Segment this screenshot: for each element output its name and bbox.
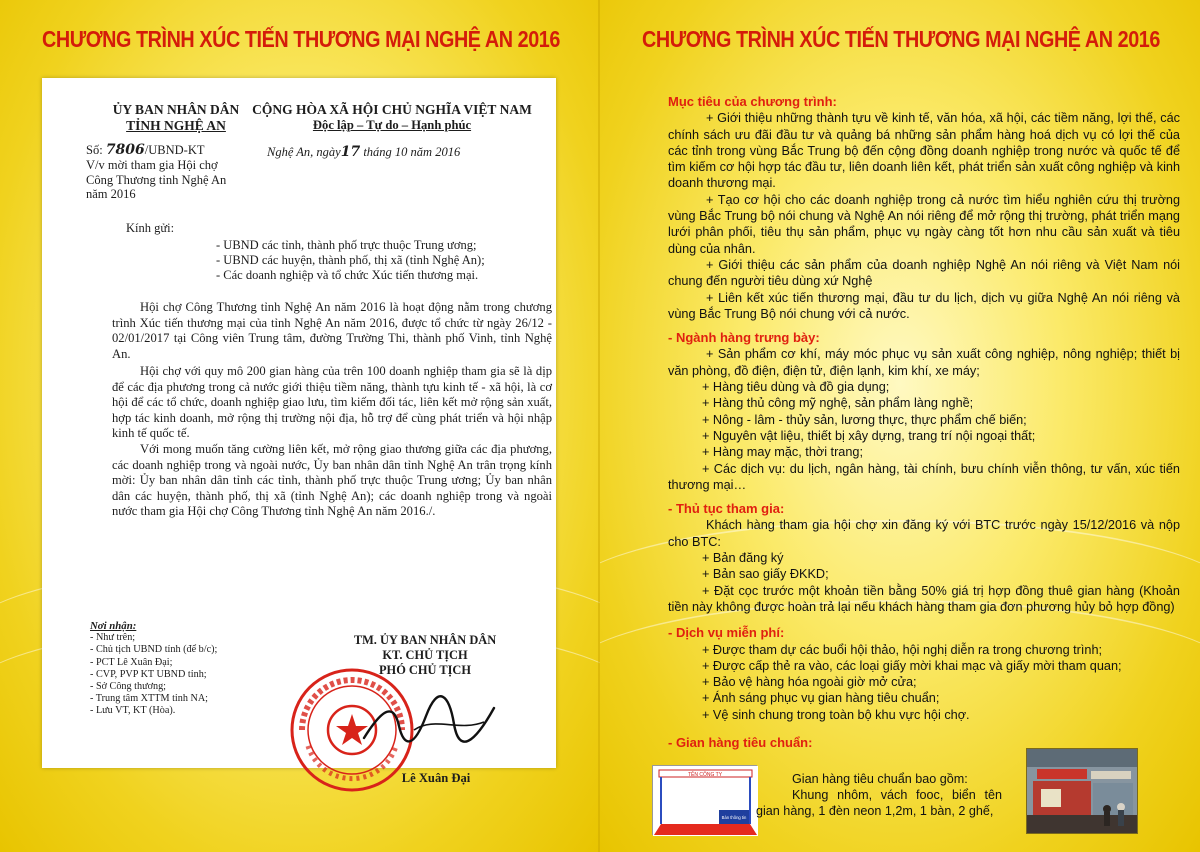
recipient-list	[216, 238, 485, 284]
recipients-footer	[90, 620, 217, 718]
list-item: + Được cấp thẻ ra vào, các loại giấy mời khai mạc và giấy mời tham quan;	[702, 658, 1122, 673]
section-title-procedure: - Thủ tục tham gia:	[668, 501, 785, 517]
issuer-line-2: TỈNH NGHỆ AN	[126, 118, 226, 133]
list-item: + Vệ sinh chung trong toàn bộ khu vực hội chợ.	[702, 707, 970, 722]
booth-line: Gian hàng tiêu chuẩn bao gồm:	[792, 772, 968, 786]
fair-booth-photo	[1026, 748, 1138, 834]
list-item: + Bản sao giấy ĐKKD;	[702, 567, 829, 582]
product-paragraph: + Sản phẩm cơ khí, máy móc phục vụ sản xuất công nghiệp, nông nghiệp; thiết bị văn phòng, đồ điện, điện tử, điện lạnh, kim khí, xe máy;	[668, 347, 1180, 378]
document-number: Số: 7806/UBND-KT	[86, 142, 205, 158]
section-title-products: - Ngành hàng trưng bày:	[668, 330, 820, 346]
exhibition-photo	[1027, 749, 1138, 834]
handwritten-number: 7806	[105, 142, 145, 158]
list-item: + Bảo vệ hàng hóa ngoài giờ mở cửa;	[702, 675, 917, 690]
booth-sign-text: TÊN CÔNG TY	[687, 771, 723, 778]
noi-nhan-item: - Như trên;	[90, 632, 136, 644]
issuer-line-1: ỦY BAN NHÂN DÂN	[112, 102, 240, 117]
section-title-free-services: - Dịch vụ miễn phí:	[668, 625, 785, 641]
noi-nhan-label: Nơi nhận:	[90, 620, 137, 632]
signature-block: TM. ỦY BAN NHÂN DÂN KT. CHỦ TỊCH PHÓ CHỦ TỊCH	[353, 633, 497, 677]
standard-booth-description	[756, 771, 1002, 819]
free-services-list	[668, 642, 1180, 723]
signer-name: Lê Xuân Đại	[401, 771, 471, 785]
nation-line-1: CỘNG HÒA XÃ HỘI CHỦ NGHĨA VIỆT NAM	[252, 102, 532, 117]
right-title: CHƯƠNG TRÌNH XÚC TIẾN THƯƠNG MẠI NGHỆ AN 2016	[642, 26, 1160, 52]
letter-date: Nghệ An, ngày17 tháng 10 năm 2016	[267, 144, 461, 160]
noi-nhan-item: - Sở Công thương;	[90, 681, 167, 693]
standard-booth-diagram	[652, 765, 757, 835]
program-content	[668, 94, 1180, 751]
procedure-paragraph: + Đặt cọc trước một khoản tiền bằng 50% giá trị hợp đồng thuê gian hàng (Khoản tiền này không được hoàn trả lại nếu khách hàng tham gia đơn phương hủy bỏ hợp đồng)	[668, 583, 1180, 614]
noi-nhan-item: - PCT Lê Xuân Đại;	[90, 656, 173, 668]
list-item: + Hàng thủ công mỹ nghệ, sản phẩm làng nghề;	[702, 396, 974, 411]
greeting: Kính gửi:	[126, 221, 175, 235]
handwritten-signature	[354, 686, 504, 756]
objective-paragraph: + Tạo cơ hội cho các doanh nghiệp trong cả nước tìm hiểu nghiên cứu thị trường vùng Bắc Trung bộ nói chung và Nghệ An nói riêng để mở rộng thị trường, phát triển mạng lưới phân phối, tiêu thụ sản phẩm, phục vụ ngày càng tốt hơn nhu cầu sản xuất và tiêu dùng của nhân.	[668, 192, 1180, 256]
noi-nhan-item: - Trung tâm XTTM tỉnh NA;	[90, 693, 209, 705]
noi-nhan-item: - CVP, PVP KT UBND tỉnh;	[90, 668, 207, 680]
official-letter	[42, 78, 556, 785]
booth-line: Khung nhôm, vách fooc, biển tên gian hàng, 1 đèn neon 1,2m, 1 bàn, 2 ghế,	[756, 788, 1002, 818]
booth-desk-text: Bàn thông tin	[721, 815, 747, 820]
recipient-item: - UBND các huyện, thành phố, thị xã (tỉnh Nghệ An);	[216, 253, 485, 268]
procedure-paragraph: Khách hàng tham gia hội chợ xin đăng ký với BTC trước ngày 15/12/2016 và nộp cho BTC:	[668, 518, 1180, 549]
letter-paragraph: Hội chợ với quy mô 200 gian hàng của trên 100 doanh nghiệp tham gia sẽ là dịp để các địa phương trong cả nước giới thiệu tiềm năng, thành tựu kinh tế - xã hội, là cơ hội để các tổ chức, doanh nghiệp giao lưu, tìm kiếm đối tác, liên kết mở rộng sản xuất, hợp tác kinh doanh, mở rộng thị trường nội địa, hỗ trợ để cùng phát triển và hội nhập kinh tế quốc tế.	[112, 364, 552, 441]
list-item: + Hàng tiêu dùng và đồ gia dụng;	[702, 380, 890, 395]
noi-nhan-item: - Chủ tịch UBND tỉnh (để b/c);	[90, 644, 218, 656]
objective-paragraph: + Liên kết xúc tiến thương mại, đầu tư du lịch, dịch vụ giữa Nghệ An nói riêng và vùng Bắc Trung Bộ nói chung với cả nước.	[668, 290, 1180, 321]
booth-illustration	[653, 766, 758, 836]
letter-subject: V/v mời tham gia Hội chợ Công Thương tỉnh Nghệ An năm 2016	[86, 158, 227, 201]
product-list	[668, 379, 1180, 460]
procedure-list	[668, 550, 1180, 583]
handwritten-day: 17	[340, 144, 361, 160]
list-item: + Bản đăng ký	[702, 551, 784, 566]
list-item: + Được tham dự các buổi hội thảo, hội nghị diễn ra trong chương trình;	[702, 642, 1103, 657]
section-title-standard-booth: - Gian hàng tiêu chuẩn:	[668, 734, 813, 750]
objective-paragraph: + Giới thiệu những thành tựu về kinh tế, văn hóa, xã hội, các tiềm năng, lợi thế, các chính sách ưu đãi đầu tư và quảng bá những sản phẩm hàng hoá dịch vụ có lợi thế của các tỉnh trong vùng Bắc Trung bộ đến cộng đồng doanh nghiệp trong nước và quốc tế để tìm kiếm cơ hội hợp tác đầu tư, liên doanh liên kết, phát triển sản xuất công nghiệp và kinh doanh thương mại.	[668, 111, 1180, 191]
letter-paragraph: Với mong muốn tăng cường liên kết, mở rộng giao thương giữa các địa phương, các doanh nghiệp trong và ngoài nước, Ủy ban nhân dân tỉnh Nghệ An trân trọng kính mời: Ủy ban nhân dân tỉnh các tỉnh, thành phố trực thuộc Trung ương; Ủy ban nhân dân các huyện, thành phố, thị xã (tỉnh Nghệ An); các doanh nghiệp trong và ngoài nước tham gia Hội chợ Công Thương tỉnh Nghệ An năm 2016./.	[112, 442, 552, 519]
objective-paragraph: + Giới thiệu các sản phẩm của doanh nghiệp Nghệ An nói riêng và Việt Nam nói chung đến người tiêu dùng xứ Nghệ	[668, 257, 1180, 289]
left-title: CHƯƠNG TRÌNH XÚC TIẾN THƯƠNG MẠI NGHỆ AN 2016	[42, 26, 560, 52]
section-title-objectives: Mục tiêu của chương trình:	[668, 94, 837, 109]
product-paragraph: + Các dịch vụ: du lịch, ngân hàng, tài chính, bưu chính viễn thông, tư vấn, xúc tiến thương mại…	[668, 461, 1180, 492]
list-item: + Nông - lâm - thủy sản, lương thực, thực phẩm chế biến;	[702, 412, 1027, 427]
letter-paragraph: Hội chợ Công Thương tỉnh Nghệ An năm 2016 là hoạt động nằm trong chương trình Xúc tiến thương mại của tỉnh Nghệ An năm 2016, được tổ chức từ ngày 26/12 - 02/01/2017 tại Công viên Trung tâm, đường Trường Thi, thành phố Vinh, tỉnh Nghệ An.	[112, 300, 552, 361]
list-item: + Hàng may mặc, thời trang;	[702, 445, 863, 460]
list-item: + Ánh sáng phục vụ gian hàng tiêu chuẩn;	[702, 691, 940, 706]
nation-line-2: Độc lập – Tự do – Hạnh phúc	[312, 118, 472, 132]
noi-nhan-item: - Lưu VT, KT (Hòa).	[90, 705, 176, 717]
list-item: + Nguyên vật liệu, thiết bị xây dựng, trang trí nội ngoại thất;	[702, 428, 1036, 443]
recipient-item: - Các doanh nghiệp và tổ chức Xúc tiến thương mại.	[216, 268, 479, 283]
recipient-item: - UBND các tỉnh, thành phố trực thuộc Trung ương;	[216, 238, 477, 252]
